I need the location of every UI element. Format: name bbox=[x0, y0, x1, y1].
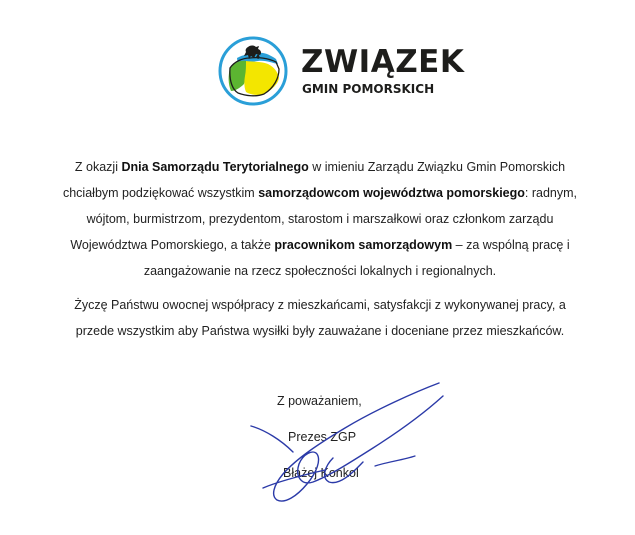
signer-title: Prezes ZGP bbox=[288, 430, 357, 444]
text-segment: : radnym, wójtom, burmistrzom, prezydentom, starostom i marszałkowi oraz członkom zarządu Województwa Pomorskiego, a także bbox=[70, 186, 578, 252]
logo-title: ZWIĄZEK bbox=[301, 44, 465, 80]
logo bbox=[218, 36, 465, 106]
text-segment: w imieniu Zarządu Związku Gmin Pomorskich chciałbym podziękować wszystkim bbox=[62, 160, 566, 200]
letter-body bbox=[55, 154, 585, 344]
text-segment: – za wspólną pracę i zaangażowanie na rzecz społeczności lokalnych i regionalnych. bbox=[143, 238, 570, 278]
bold-segment: samorządowcom województwa pomorskiego bbox=[258, 186, 525, 200]
bold-segment: Dnia Samorządu Terytorialnego bbox=[121, 160, 309, 174]
letter-paragraph-1 bbox=[55, 154, 585, 284]
logo-subtitle: GMIN POMORSKICH bbox=[302, 82, 435, 96]
bold-segment: pracownikom samorządowym bbox=[274, 238, 453, 252]
letter-paragraph-2: Życzę Państwu owocnej współpracy z mieszkańcami, satysfakcji z wykonywanej pracy, a przede wszystkim aby Państwa wysiłki były zauważane i doceniane przez mieszkańców. bbox=[74, 298, 566, 338]
pomerania-map-icon bbox=[218, 36, 288, 106]
text-segment: Z okazji bbox=[74, 160, 122, 174]
closing-salutation: Z poważaniem, bbox=[277, 394, 362, 408]
signer-name: Błażej Konkol bbox=[283, 466, 359, 480]
